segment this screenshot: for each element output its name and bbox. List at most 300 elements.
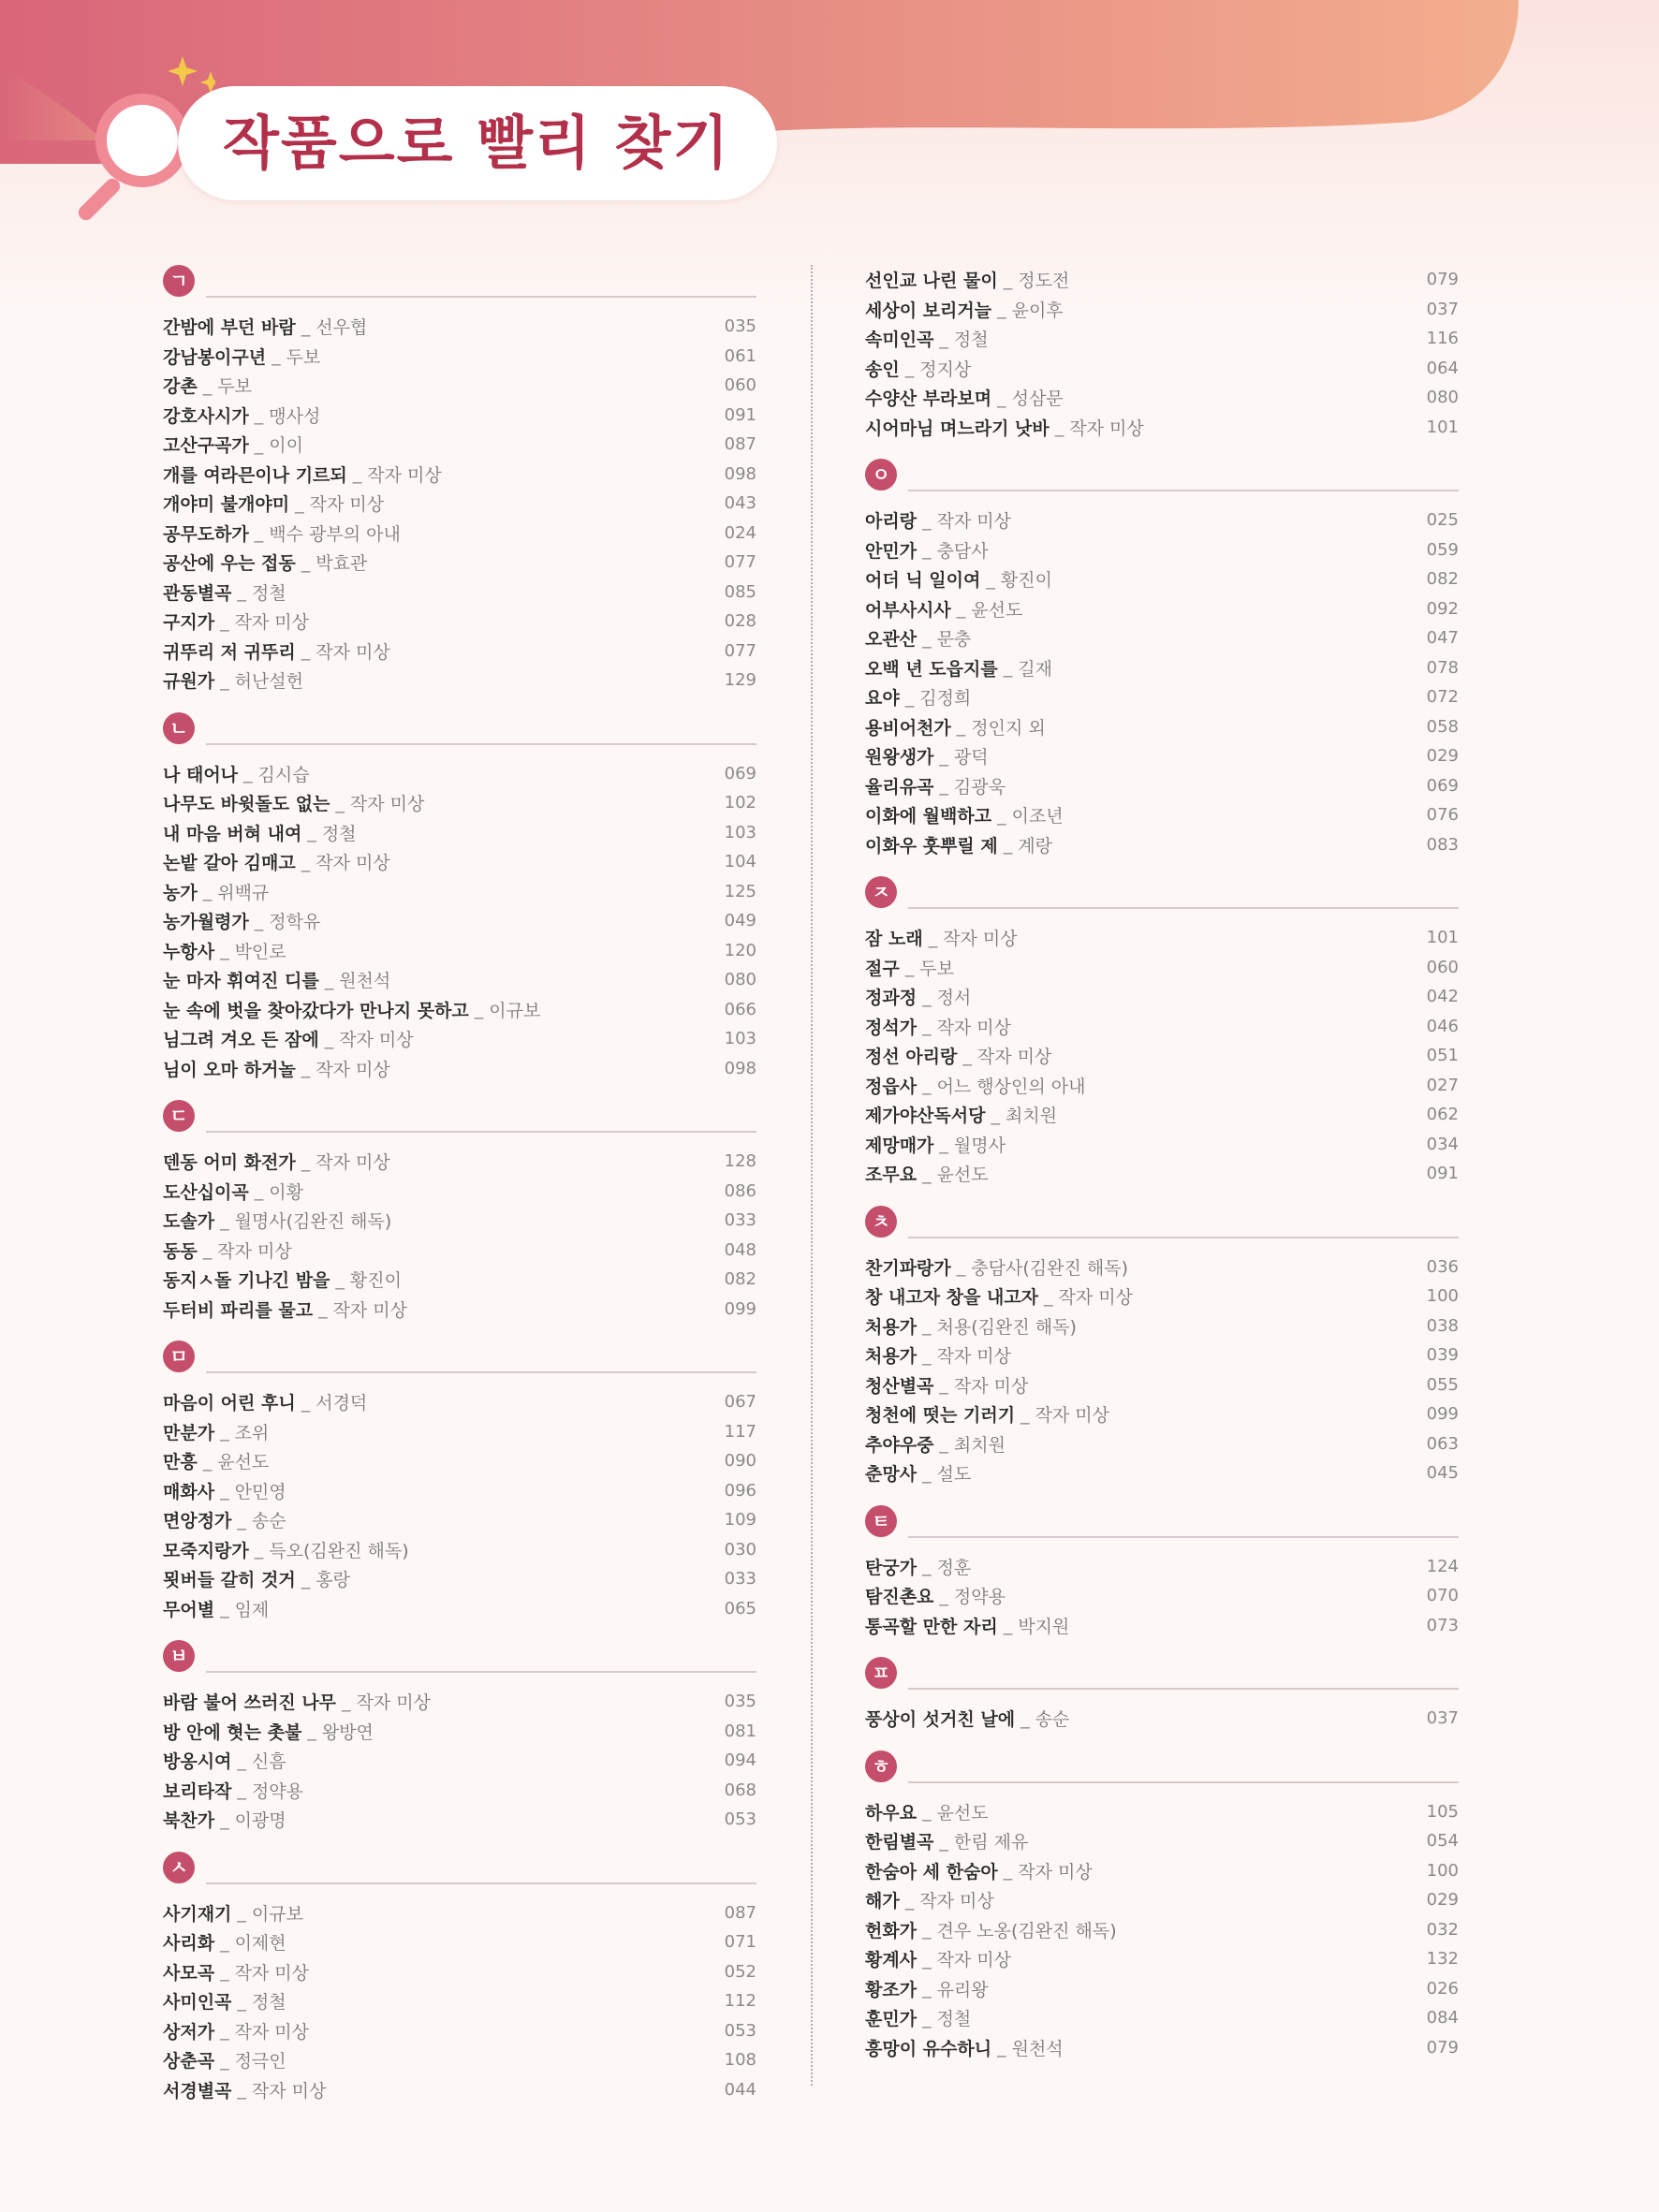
section-rule: [206, 296, 756, 298]
index-entry[interactable]: [163, 1024, 756, 1054]
page-number: 053: [724, 1809, 756, 1830]
section-letter-badge: ㅅ: [163, 1852, 195, 1883]
work-title: 춘망사: [865, 1464, 918, 1486]
work-title: 묏버들 갈히 것거: [163, 1570, 296, 1591]
page-number: 109: [724, 1510, 756, 1531]
separator: _: [922, 1948, 932, 1970]
index-entry[interactable]: [865, 1797, 1459, 1827]
section-rule: [908, 490, 1459, 491]
work-author: 두보: [286, 346, 321, 368]
page-number: 059: [1426, 539, 1459, 560]
index-entry[interactable]: [163, 1898, 756, 1928]
index-entry[interactable]: [163, 906, 756, 936]
index-entry[interactable]: [865, 505, 1459, 535]
index-entry[interactable]: [163, 666, 756, 696]
page-number: 033: [724, 1569, 756, 1589]
work-author: 박인로: [234, 941, 286, 962]
work-author: 이이: [269, 435, 303, 457]
separator: _: [922, 1315, 932, 1337]
index-entry[interactable]: [865, 1552, 1459, 1582]
page-number: 098: [724, 463, 756, 484]
index-entry[interactable]: [865, 354, 1459, 384]
section-letter-badge: ㅊ: [865, 1206, 897, 1238]
index-entry[interactable]: [865, 830, 1459, 860]
index-entry[interactable]: [163, 548, 756, 578]
index-entry[interactable]: [865, 2033, 1459, 2063]
separator: _: [922, 1556, 932, 1577]
work-author: 작자 미상: [1069, 417, 1144, 439]
index-entry[interactable]: [163, 788, 756, 818]
page-number: 082: [1426, 569, 1459, 590]
work-title: 하우요: [865, 1802, 918, 1824]
section-letter-badge: ㄷ: [163, 1100, 195, 1132]
work-author: 김광욱: [953, 776, 1006, 798]
section-letter-badge: ㅌ: [865, 1505, 897, 1537]
index-entry[interactable]: [865, 1041, 1459, 1071]
work-title: 무어별: [163, 1599, 215, 1620]
work-author: 정철: [251, 1992, 286, 2014]
work-title: 누항사: [163, 941, 215, 962]
index-entry[interactable]: [163, 1265, 756, 1295]
index-entry[interactable]: [163, 1476, 756, 1506]
section-rule: [908, 1536, 1459, 1538]
page-number: 096: [724, 1480, 756, 1501]
section-header: [163, 1340, 756, 1372]
page-number: 100: [1426, 1860, 1459, 1881]
work-title: 흥망이 유수하니: [865, 2038, 992, 2059]
index-entry[interactable]: [163, 2016, 756, 2046]
work-title: 오백 년 도읍지를: [865, 658, 998, 680]
work-author: 작자 미상: [943, 929, 1018, 950]
work-title: 강촌: [163, 376, 198, 398]
index-entry[interactable]: [865, 383, 1459, 413]
work-author: 이광명: [234, 1810, 286, 1832]
work-title: 강남봉이구년: [163, 346, 267, 368]
separator: _: [272, 345, 281, 367]
index-entry[interactable]: [163, 1717, 756, 1747]
work-author: 정철: [321, 823, 357, 844]
index-entry[interactable]: [163, 1927, 756, 1957]
index-entry[interactable]: [163, 995, 756, 1025]
index-entry[interactable]: [865, 1974, 1459, 2004]
page-number: 103: [724, 1029, 756, 1049]
work-author: 윤선도: [936, 1802, 989, 1824]
page-number: 054: [1426, 1831, 1459, 1852]
page-number: 067: [724, 1392, 756, 1413]
work-author: 정인지 외: [971, 717, 1046, 739]
work-author: 위백규: [217, 882, 270, 903]
work-title: 시어마님 며느라기 낫바: [865, 417, 1050, 439]
work-title: 황계사: [865, 1950, 918, 1971]
work-title: 처용가: [865, 1316, 918, 1338]
index-entry[interactable]: [865, 1704, 1459, 1734]
index-entry[interactable]: [865, 1159, 1459, 1189]
separator: _: [301, 1391, 311, 1413]
work-author: 송순: [1035, 1709, 1070, 1731]
work-title: 상저가: [163, 2021, 215, 2043]
index-entry[interactable]: [865, 1915, 1459, 1945]
separator: _: [904, 1889, 915, 1911]
work-title: 정석가: [865, 1017, 918, 1038]
work-author: 작자 미상: [316, 641, 390, 663]
work-title: 정과정: [865, 988, 918, 1009]
page-number: 055: [1426, 1374, 1459, 1395]
separator: _: [922, 1801, 932, 1823]
separator: _: [307, 1721, 316, 1742]
index-entry[interactable]: [163, 965, 756, 995]
work-author: 작자 미상: [339, 1030, 414, 1051]
work-title: 방 안에 혓는 촛불: [163, 1721, 302, 1743]
work-title: 용비어천가: [865, 717, 951, 739]
work-title: 어부사시사: [865, 599, 951, 621]
separator: _: [295, 492, 304, 514]
separator: _: [939, 1585, 948, 1606]
separator: _: [243, 763, 253, 784]
work-author: 작자 미상: [251, 2080, 327, 2102]
separator: _: [904, 358, 915, 379]
page-number: 036: [1426, 1256, 1459, 1277]
page-number: 125: [724, 881, 756, 901]
work-author: 송순: [251, 1511, 286, 1532]
index-entry[interactable]: [163, 519, 756, 549]
page-number: 028: [724, 611, 756, 632]
separator: _: [962, 1045, 972, 1066]
separator: _: [991, 1104, 1000, 1125]
work-author: 윤선도: [217, 1452, 270, 1473]
page-number: 076: [1426, 805, 1459, 826]
index-entry[interactable]: [865, 982, 1459, 1012]
separator: _: [922, 986, 932, 1007]
index-entry[interactable]: [865, 1282, 1459, 1311]
index-entry[interactable]: [865, 1340, 1459, 1370]
index-entry[interactable]: [865, 2003, 1459, 2033]
work-author: 성삼문: [1011, 388, 1064, 410]
work-title: 논밭 갈아 김매고: [163, 853, 296, 874]
page-number: 100: [1426, 1286, 1459, 1307]
work-author: 득오(김완진 해독): [269, 1540, 409, 1561]
work-title: 규원가: [163, 671, 215, 693]
index-entry[interactable]: [163, 1505, 756, 1535]
index-entry[interactable]: [163, 1446, 756, 1476]
work-author: 정약용: [251, 1780, 303, 1802]
index-entry[interactable]: [163, 1564, 756, 1594]
work-title: 나 태어나: [163, 764, 239, 785]
work-title: 구지가: [163, 612, 215, 634]
index-entry[interactable]: [865, 535, 1459, 565]
work-author: 선우협: [316, 317, 368, 339]
index-entry[interactable]: [163, 2045, 756, 2075]
index-entry[interactable]: [865, 1370, 1459, 1400]
page-number: 099: [724, 1298, 756, 1319]
index-entry[interactable]: [865, 1130, 1459, 1160]
page-number: 112: [724, 1991, 756, 2012]
index-entry[interactable]: [865, 324, 1459, 354]
index-entry[interactable]: [163, 1177, 756, 1207]
index-entry[interactable]: [865, 1826, 1459, 1856]
separator: _: [254, 910, 264, 931]
index-entry[interactable]: [163, 342, 756, 372]
work-title: 이화우 훗뿌릴 제: [865, 835, 998, 857]
index-entry[interactable]: [163, 1147, 756, 1177]
index-entry[interactable]: [865, 564, 1459, 594]
work-author: 작자 미상: [234, 1962, 310, 1984]
work-title: 바람 불어 쓰러진 나무: [163, 1692, 337, 1714]
work-author: 윤이후: [1011, 300, 1064, 321]
separator: _: [939, 775, 948, 797]
work-title: 눈 속에 벗을 찾아갔다가 만나지 못하고: [163, 1000, 469, 1021]
work-title: 제가야산독서당: [865, 1106, 986, 1127]
work-author: 정훈: [936, 1557, 972, 1578]
index-entry[interactable]: [865, 771, 1459, 801]
section-header: [865, 876, 1459, 908]
work-title: 오관산: [865, 629, 918, 651]
page-number: 046: [1426, 1016, 1459, 1036]
work-author: 작자 미상: [349, 794, 425, 815]
page-number: 047: [1426, 628, 1459, 649]
separator: _: [939, 1374, 948, 1396]
page-number: 087: [724, 1902, 756, 1923]
work-title: 제망매가: [865, 1135, 934, 1156]
index-entry[interactable]: [865, 682, 1459, 712]
separator: _: [922, 1462, 932, 1484]
section-letter-badge: ㅍ: [865, 1657, 897, 1689]
work-author: 어느 행상인의 아내: [936, 1076, 1086, 1097]
work-author: 최치원: [1005, 1106, 1058, 1127]
separator: _: [922, 2007, 932, 2029]
work-title: 한숨아 세 한숨아: [865, 1861, 998, 1882]
index-entry[interactable]: [865, 741, 1459, 771]
index-entry[interactable]: [865, 1581, 1459, 1611]
page-number: 048: [724, 1239, 756, 1260]
index-entry[interactable]: [163, 1236, 756, 1266]
separator: _: [202, 881, 213, 902]
separator: _: [922, 1163, 932, 1184]
work-title: 탄궁가: [865, 1557, 918, 1578]
index-entry[interactable]: [865, 1429, 1459, 1459]
work-author: 임제: [234, 1599, 270, 1620]
work-title: 동동: [163, 1240, 198, 1262]
index-entry[interactable]: [163, 847, 756, 877]
work-title: 덴동 어미 화전가: [163, 1152, 296, 1174]
work-title: 님이 오마 하거놀: [163, 1059, 296, 1080]
index-entry[interactable]: [163, 1387, 756, 1417]
separator: _: [939, 1134, 948, 1155]
separator: _: [237, 1509, 246, 1531]
index-entry[interactable]: [163, 489, 756, 519]
index-entry[interactable]: [163, 1594, 756, 1624]
index-entry[interactable]: [163, 1957, 756, 1987]
separator: _: [220, 1931, 229, 1953]
index-entry[interactable]: [163, 759, 756, 789]
work-author: 이조년: [1011, 806, 1064, 828]
work-title: 훈민가: [865, 2009, 918, 2030]
page-number: 061: [724, 345, 756, 366]
index-entry[interactable]: [163, 1535, 756, 1565]
index-entry[interactable]: [163, 401, 756, 431]
index-entry[interactable]: [163, 1746, 756, 1776]
work-author: 작자 미상: [316, 853, 390, 874]
work-author: 김정희: [919, 688, 972, 710]
index-entry[interactable]: [163, 1295, 756, 1325]
work-title: 헌화가: [865, 1920, 918, 1941]
page-number: 117: [724, 1421, 756, 1442]
separator: _: [922, 1978, 932, 2000]
index-entry[interactable]: [865, 413, 1459, 443]
index-entry[interactable]: [163, 1805, 756, 1835]
work-author: 견우 노옹(김완진 해독): [936, 1920, 1117, 1941]
index-entry[interactable]: [865, 1611, 1459, 1641]
index-entry[interactable]: [865, 1458, 1459, 1488]
index-entry[interactable]: [163, 607, 756, 637]
separator: _: [220, 669, 229, 691]
work-author: 서경덕: [316, 1393, 368, 1414]
separator: _: [254, 433, 264, 455]
separator: _: [335, 1268, 345, 1290]
page-number: 132: [1426, 1949, 1459, 1970]
work-author: 월명사(김완진 해독): [234, 1211, 392, 1233]
index-entry[interactable]: [865, 1885, 1459, 1915]
work-title: 안민가: [865, 540, 918, 562]
work-title: 님그려 겨오 든 잠에: [163, 1030, 319, 1051]
index-entry[interactable]: [865, 1856, 1459, 1886]
section-header: [163, 265, 756, 297]
work-author: 작자 미상: [936, 1950, 1012, 1971]
index-entry[interactable]: [865, 1252, 1459, 1282]
index-entry[interactable]: [163, 637, 756, 667]
index-entry[interactable]: [865, 653, 1459, 683]
separator: _: [237, 1750, 246, 1771]
work-author: 박효관: [316, 553, 368, 575]
index-entry[interactable]: [163, 460, 756, 490]
index-entry[interactable]: [865, 1944, 1459, 1974]
index-entry[interactable]: [163, 312, 756, 342]
index-entry[interactable]: [865, 1012, 1459, 1042]
page-number: 060: [724, 375, 756, 396]
index-entry[interactable]: [865, 594, 1459, 624]
separator: _: [939, 328, 948, 349]
index-entry[interactable]: [865, 1399, 1459, 1429]
index-entry[interactable]: [163, 1054, 756, 1084]
page-number: 083: [1426, 834, 1459, 855]
index-entry[interactable]: [865, 1071, 1459, 1101]
index-entry[interactable]: [865, 800, 1459, 830]
page-number: 116: [1426, 329, 1459, 349]
work-title: 사모곡: [163, 1962, 215, 1984]
index-entry[interactable]: [865, 265, 1459, 295]
section-letter-badge: ㅈ: [865, 876, 897, 908]
section-header: [163, 712, 756, 744]
page-number: 084: [1426, 2008, 1459, 2029]
section-header: [865, 459, 1459, 491]
page-number: 051: [1426, 1046, 1459, 1066]
separator: _: [237, 1902, 246, 1924]
page-number: 038: [1426, 1315, 1459, 1336]
page-number: 072: [1426, 687, 1459, 708]
page-number: 032: [1426, 1919, 1459, 1940]
index-entry[interactable]: [163, 430, 756, 460]
work-title: 공산에 우는 접동: [163, 553, 296, 575]
page-number: 060: [1426, 957, 1459, 977]
work-author: 작자 미상: [309, 494, 385, 516]
index-entry[interactable]: [865, 712, 1459, 742]
work-author: 월명사: [953, 1135, 1006, 1156]
index-entry[interactable]: [865, 623, 1459, 653]
work-title: 고산구곡가: [163, 435, 249, 457]
separator: _: [202, 1450, 213, 1472]
index-entry[interactable]: [163, 1206, 756, 1236]
separator: _: [318, 1298, 328, 1320]
separator: _: [254, 522, 264, 544]
index-entry[interactable]: [163, 2075, 756, 2105]
index-entry[interactable]: [163, 877, 756, 907]
work-title: 마음이 어린 후니: [163, 1393, 296, 1414]
separator: _: [254, 404, 264, 426]
page-number: 081: [724, 1721, 756, 1741]
section-letter-badge: ㅁ: [163, 1340, 195, 1372]
index-entry[interactable]: [163, 578, 756, 608]
index-entry[interactable]: [163, 1776, 756, 1806]
page-number: 052: [724, 1961, 756, 1982]
separator: _: [220, 1961, 229, 1983]
index-entry[interactable]: [163, 1986, 756, 2016]
separator: _: [342, 1691, 351, 1712]
page-number: 101: [1426, 928, 1459, 948]
index-entry[interactable]: [865, 295, 1459, 325]
work-title: 강호사시가: [163, 405, 249, 427]
work-title: 절구: [865, 958, 900, 979]
section-letter-badge: ㅇ: [865, 459, 897, 491]
work-title: 원왕생가: [865, 747, 934, 769]
page-number: 098: [724, 1058, 756, 1078]
work-title: 만분가: [163, 1422, 215, 1443]
work-author: 처용(김완진 해독): [936, 1316, 1077, 1338]
work-author: 작자 미상: [367, 464, 442, 486]
work-author: 작자 미상: [936, 1017, 1012, 1038]
index-entry[interactable]: [865, 1100, 1459, 1130]
work-title: 공무도하가: [163, 523, 249, 545]
section-rule: [206, 1882, 756, 1884]
page-number: 087: [724, 434, 756, 455]
work-title: 속미인곡: [865, 330, 934, 351]
index-entry[interactable]: [865, 1311, 1459, 1341]
work-title: 내 마음 버혀 내여: [163, 823, 302, 844]
separator: _: [324, 969, 334, 990]
work-title: 농가: [163, 882, 198, 903]
index-entry[interactable]: [163, 371, 756, 401]
separator: _: [301, 640, 311, 662]
work-author: 허난설헌: [234, 671, 303, 693]
page-number: 039: [1426, 1345, 1459, 1366]
column-divider: [811, 265, 813, 2086]
page-number: 029: [1426, 1890, 1459, 1911]
index-entry[interactable]: [865, 953, 1459, 983]
section-letter-badge: ㅎ: [865, 1751, 897, 1782]
work-title: 조무요: [865, 1165, 918, 1186]
page-number: 071: [724, 1932, 756, 1953]
work-author: 두보: [919, 958, 954, 979]
work-author: 이규보: [489, 1000, 541, 1021]
index-entry[interactable]: [163, 818, 756, 848]
index-entry[interactable]: [163, 1417, 756, 1447]
separator: _: [301, 315, 311, 337]
section-header: [865, 1206, 1459, 1238]
index-entry[interactable]: [163, 936, 756, 966]
work-author: 작자 미상: [1058, 1287, 1133, 1309]
index-entry[interactable]: [163, 1687, 756, 1717]
separator: _: [220, 1809, 229, 1830]
index-entry[interactable]: [865, 923, 1459, 953]
work-title: 농가월령가: [163, 912, 249, 933]
